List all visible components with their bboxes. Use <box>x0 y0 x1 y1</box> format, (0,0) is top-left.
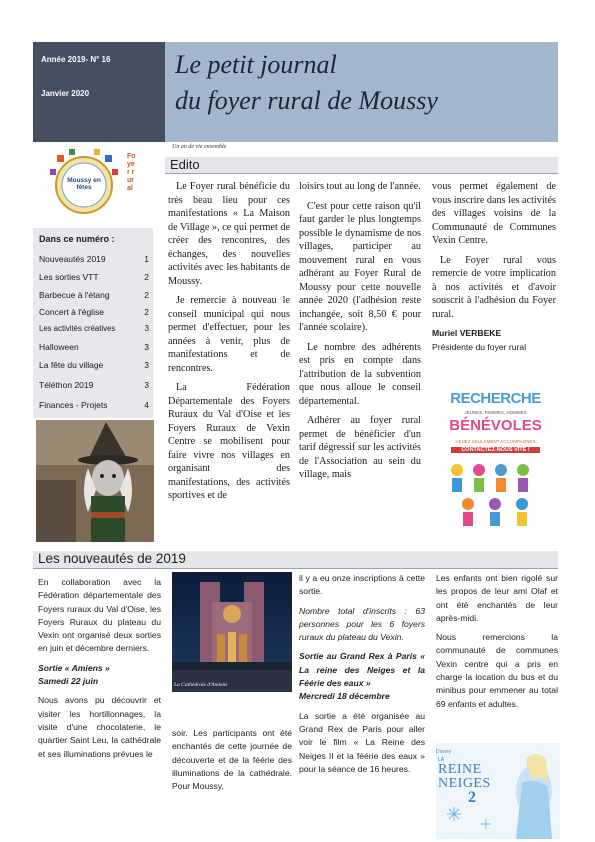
toc-item[interactable] <box>39 272 149 282</box>
sortie-rex-title: Sortie au Grand Rex à Paris « La reine des Neiges et la Féérie des eaux » <box>299 651 425 689</box>
volunteer-poster <box>443 388 548 540</box>
cathedral-image <box>172 572 292 692</box>
subtitle: Un an de vie ensemble <box>172 144 227 150</box>
nouveautes-col2-text: soir. Les participants ont été enchantés de cette journée de découverte et de la féérie des illuminations de la cathédrale. Pour Moussy, <box>172 728 292 792</box>
toc-item-label: Nouveautés 2019 <box>39 254 106 264</box>
cathedral-caption: La Cathédrale d'Amiens <box>174 682 228 688</box>
cathedral-photo <box>172 572 292 692</box>
issue-number: Année 2019- N° 16 <box>41 55 111 64</box>
nouveautes-heading: Les nouveautés de 2019 <box>33 551 558 569</box>
poster-subtitle: JEUNES, FEMMES, HOMMES <box>464 410 527 415</box>
edito-paragraph: Le Foyer rural vous remercie de votre implication à nos activités et d'avoir souscrit à l'adhésion du Foyer rural. <box>432 254 556 320</box>
frozen-image <box>436 743 560 839</box>
edito-paragraph: Le nombre des adhérents est pris en compte dans l'attribution de la subvention que nous alloue le conseil départemental. <box>299 341 421 407</box>
nouveautes-column-4 <box>436 572 558 717</box>
toc-item[interactable] <box>39 342 149 352</box>
toc-item-page: 3 <box>144 342 149 352</box>
header-info-panel <box>33 42 165 142</box>
toc-item-label: Barbecue à l'étang <box>39 290 110 300</box>
toc-item-label: Concert à l'église <box>39 307 104 317</box>
toc-item-page: 2 <box>144 290 149 300</box>
toc-item[interactable] <box>39 380 149 390</box>
toc-item[interactable] <box>39 290 149 300</box>
halloween-photo <box>36 420 154 542</box>
table-of-contents <box>33 228 153 418</box>
edito-paragraph: vous permet également de vous inscrire dans les activités des villages voisins de la Communauté de Communes Vexin Centre. <box>432 181 556 246</box>
signature-role: Présidente du foyer rural <box>432 341 527 352</box>
title-line-1: Le petit journal <box>175 50 337 79</box>
edito-paragraph: C'est pour cette raison qu'il faut garder le plus longtemps possible le dynamisme de nos villages, participer au mouvement rural en vous adhérant au Foyer Rural de Moussy pour cette nouvelle année 2020 (l'adhésion reste inchangée, soit 8,50 € pour l'année scolaire). <box>299 200 421 333</box>
nouveautes-col4-p1: Les enfants ont bien rigolé sur les propos de leur ami Olaf et ont été enchantés de leur après-midi. <box>436 573 558 623</box>
toc-item-page: 4 <box>144 400 149 410</box>
sortie-rex-date: Mercredi 18 décembre <box>299 691 390 702</box>
nouveautes-col4-p2: Nous remercions la communauté de communes Vexin centre qui a pris en charge la location du bus et du minibus pour emmener au total 69 enfants et adultes. <box>436 632 558 709</box>
edito-paragraph: Adhérer au foyer rural permet de bénéficier d'un tarif dégressif sur les activités de l'Association au sein du village, mais <box>299 415 421 480</box>
toc-item-label: Halloween <box>39 342 79 352</box>
sortie-amiens-date: Samedi 22 juin <box>38 676 99 687</box>
toc-item-label: Les activités créatives <box>39 324 116 333</box>
toc-item-label: La fête du village <box>39 360 104 370</box>
poster-contact: CONTACTEZ-NOUS VITE ! <box>451 447 540 453</box>
logo-circle-text: Moussy en fêtes <box>67 177 101 191</box>
toc-title: Dans ce numéro : <box>39 234 115 244</box>
edito-column-2 <box>299 180 421 488</box>
edito-heading: Edito <box>165 157 558 174</box>
issue-date: Janvier 2020 <box>41 89 90 98</box>
toc-item-page: 2 <box>144 272 149 282</box>
sortie-amiens-text: Nous avons pu découvrir et visiter les hortillonnages, la visite d'une chocolaterie, le quartier Saint Leu, la cathédrale et ses illuminations prévues le <box>38 695 161 759</box>
edito-paragraph: Je remercie à nouveau le conseil municipal qui nous permet d'effectuer, pour les années à venir, plus de manifestations et de rencontres. <box>168 295 290 374</box>
toc-item-label: Les sorties VTT <box>39 272 99 282</box>
title-line-2: du foyer rural de Moussy <box>175 86 438 115</box>
frozen-poster <box>436 743 560 839</box>
witch-image <box>36 420 154 542</box>
edito-column-3 <box>432 180 556 354</box>
foyer-logo <box>42 145 152 220</box>
edito-column-1 <box>168 180 290 509</box>
nouveautes-intro: En collaboration avec la Fédération départementale des Foyers ruraux du Val d'Oise, les Foyers Ruraux du plateau du Vexin ont organisé deux sorties en juin et décembre derniers. <box>38 577 161 654</box>
toc-item[interactable] <box>39 307 149 317</box>
nouveautes-col3-p1: il y a eu onze inscriptions à cette sortie. <box>299 573 425 597</box>
frozen-brand: Disney <box>436 749 452 755</box>
frozen-title: REINE NEIGES <box>438 762 491 791</box>
poster-venez: VENEZ SEULEMENT ACCOMPAGNÉS <box>455 439 536 444</box>
nouveautes-col3-p2: Nombre total d'inscrits : 63 personnes pour les 6 foyers ruraux du plateau du Vexin. <box>299 605 425 643</box>
toc-item-page: 1 <box>144 254 149 264</box>
nouveautes-column-2 <box>172 727 292 799</box>
toc-item-page: 2 <box>144 307 149 317</box>
toc-item-page: 3 <box>144 380 149 390</box>
edito-paragraph: Le Foyer rural bénéficie du très beau lieu pour ces manifestations « La Maison de Village », ce qui permet de créer des rencontres, des échanges, des nouvelles activités avec les habitants de Moussy. <box>168 181 290 287</box>
edito-paragraph: loisirs tout au long de l'année. <box>299 181 421 192</box>
toc-item-page: 3 <box>144 360 149 370</box>
sortie-amiens-title: Sortie « Amiens » <box>38 662 110 673</box>
edito-paragraph: La Fédération Départementale des Foyers Ruraux du Val d'Oise et les Foyers Ruraux de Vexin Centre se mobilisent pour faire vivre nos villages en organisant des manifestations, des activités sportives et de <box>168 382 290 501</box>
poster-benevoles: BÉNÉVOLES <box>449 417 542 434</box>
logo-side-text: Foyer rural <box>127 153 136 192</box>
toc-item[interactable] <box>39 254 149 264</box>
nouveautes-column-1 <box>38 576 161 767</box>
toc-item-label: Téléthon 2019 <box>39 380 94 390</box>
toc-item-label: Finances - Projets <box>39 400 108 410</box>
toc-item[interactable] <box>39 324 149 333</box>
poster-people-icons <box>443 456 548 528</box>
toc-item[interactable] <box>39 400 149 410</box>
toc-item[interactable] <box>39 360 149 370</box>
header-title-panel <box>165 42 558 142</box>
frozen-la: LA <box>438 757 445 763</box>
nouveautes-col3-p3: La sortie a été organisée au Grand Rex de Paris pour aller voir le film « La Reine des Neiges II et la féérie des eaux » pour la séance de 16 heures. <box>299 710 425 774</box>
nouveautes-column-3 <box>299 572 425 782</box>
frozen-number: 2 <box>468 789 476 806</box>
signature-name: Muriel VERBEKE <box>432 328 502 338</box>
poster-recherche: RECHERCHE <box>450 390 541 407</box>
toc-item-page: 3 <box>144 324 149 333</box>
